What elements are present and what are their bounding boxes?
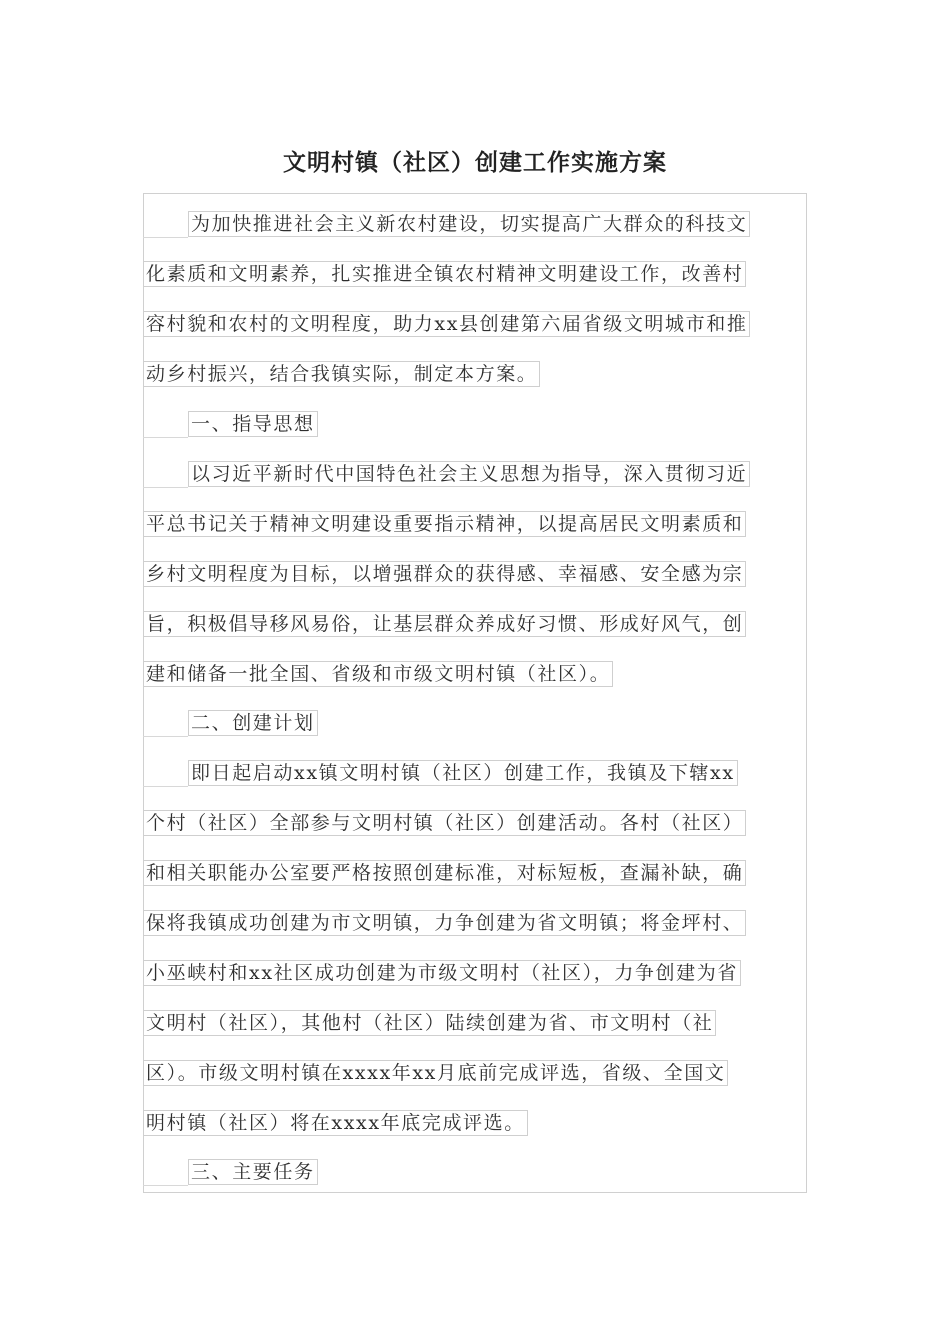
document-title: 文明村镇（社区）创建工作实施方案 bbox=[283, 149, 667, 176]
paragraph-line: 容村貌和农村的文明程度，助力xx县创建第六届省级文明城市和推 bbox=[143, 311, 750, 337]
section-heading: 三、主要任务 bbox=[188, 1159, 318, 1185]
indent-rule bbox=[143, 487, 188, 488]
paragraph-line: 建和储备一批全国、省级和市级文明村镇（社区）。 bbox=[143, 661, 613, 687]
paragraph-line: 保将我镇成功创建为市文明镇，力争创建为省文明镇；将金坪村、 bbox=[143, 910, 746, 936]
paragraph-line: 区）。市级文明村镇在xxxx年xx月底前完成评选，省级、全国文 bbox=[143, 1060, 728, 1086]
indent-rule bbox=[143, 786, 188, 787]
section-heading: 一、指导思想 bbox=[188, 411, 318, 437]
indent-rule bbox=[143, 237, 188, 238]
indent-rule bbox=[143, 437, 188, 438]
paragraph-line: 小巫峡村和xx社区成功创建为市级文明村（社区），力争创建为省 bbox=[143, 960, 741, 986]
indent-rule bbox=[143, 736, 188, 737]
paragraph-line: 即日起启动xx镇文明村镇（社区）创建工作，我镇及下辖xx bbox=[188, 760, 738, 786]
section-heading: 二、创建计划 bbox=[188, 710, 318, 736]
paragraph-line: 平总书记关于精神文明建设重要指示精神，以提高居民文明素质和 bbox=[143, 511, 746, 537]
paragraph-line: 化素质和文明素养，扎实推进全镇农村精神文明建设工作，改善村 bbox=[143, 261, 746, 287]
paragraph-line: 和相关职能办公室要严格按照创建标准，对标短板，查漏补缺，确 bbox=[143, 860, 746, 886]
content-frame bbox=[143, 193, 807, 1193]
paragraph-line: 旨，积极倡导移风易俗，让基层群众养成好习惯、形成好风气，创 bbox=[143, 611, 746, 637]
paragraph-line: 文明村（社区），其他村（社区）陆续创建为省、市文明村（社 bbox=[143, 1010, 716, 1036]
paragraph-line: 为加快推进社会主义新农村建设，切实提高广大群众的科技文 bbox=[188, 211, 750, 237]
paragraph-line: 明村镇（社区）将在xxxx年底完成评选。 bbox=[143, 1110, 528, 1136]
paragraph-line: 乡村文明程度为目标，以增强群众的获得感、幸福感、安全感为宗 bbox=[143, 561, 746, 587]
paragraph-line: 以习近平新时代中国特色社会主义思想为指导，深入贯彻习近 bbox=[188, 461, 750, 487]
indent-rule bbox=[143, 1185, 188, 1186]
paragraph-line: 个村（社区）全部参与文明村镇（社区）创建活动。各村（社区） bbox=[143, 810, 746, 836]
paragraph-line: 动乡村振兴，结合我镇实际，制定本方案。 bbox=[143, 361, 540, 387]
